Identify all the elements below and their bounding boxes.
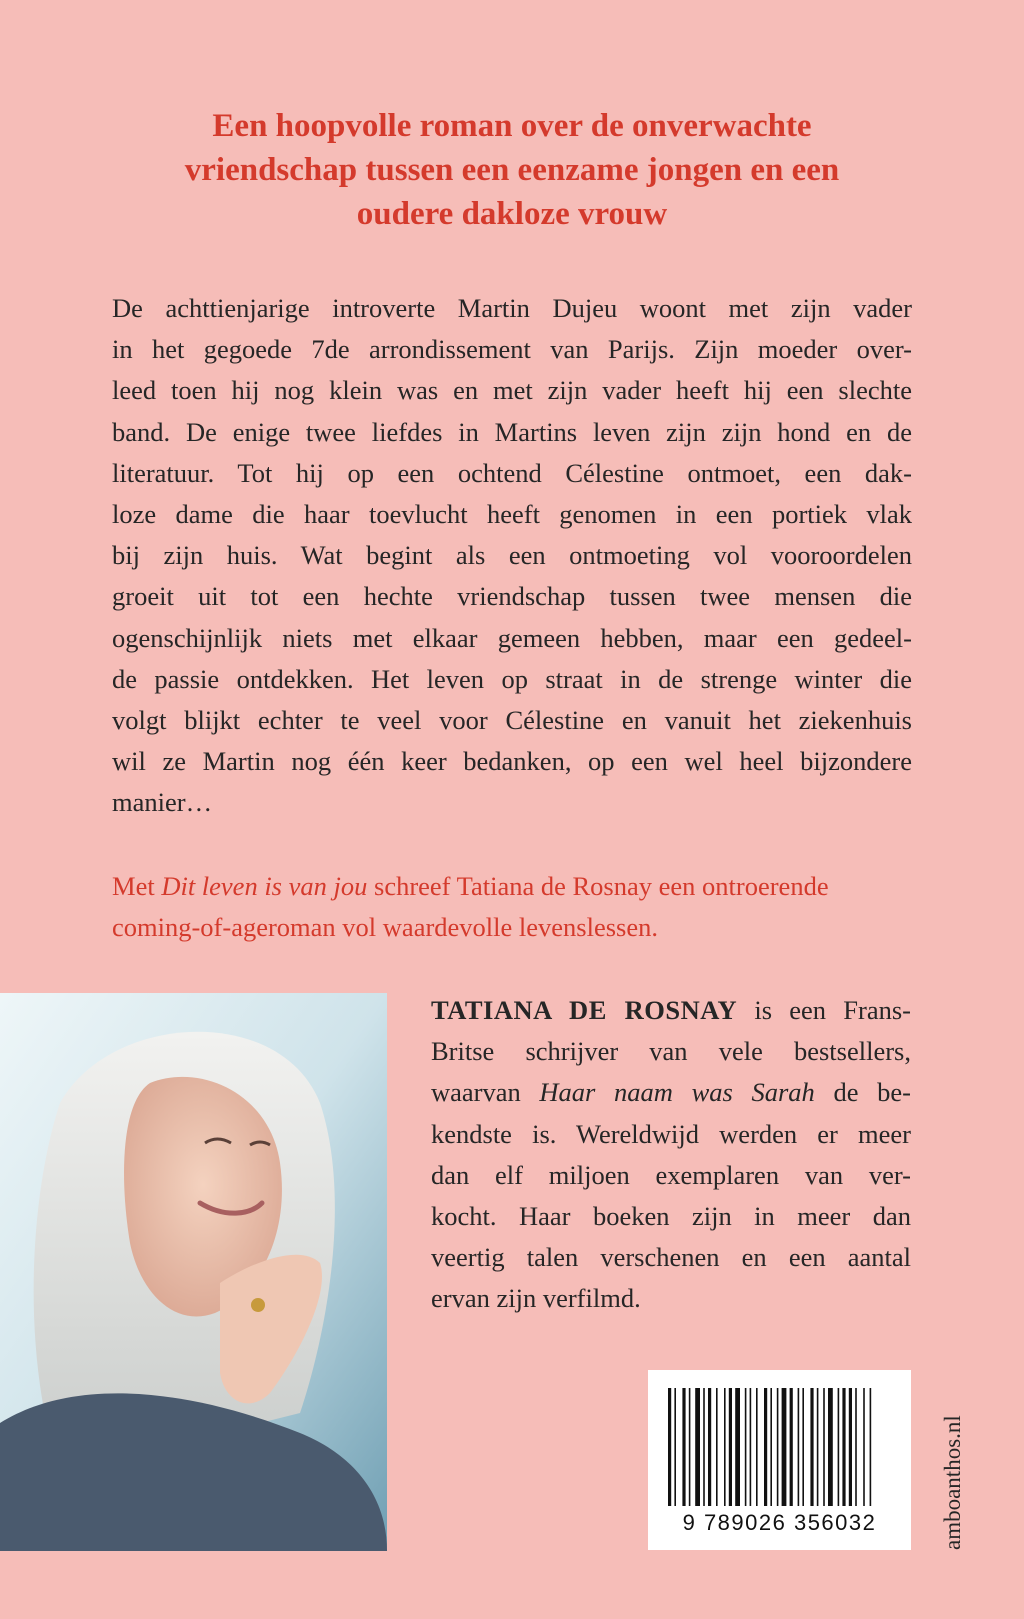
barcode-bar <box>810 1388 813 1506</box>
bio-line: kocht. Haar boeken zijn in meer dan <box>431 1201 911 1232</box>
barcode-bar <box>695 1388 700 1506</box>
barcode-bar <box>838 1388 840 1506</box>
barcode-bar <box>802 1388 804 1506</box>
barcode-bar <box>777 1388 779 1506</box>
barcode-bar <box>703 1388 705 1506</box>
author-name: TATIANA DE ROSNAY <box>431 995 738 1025</box>
summary-line: band. De enige twee liefdes in Martins leven zijn zijn hond en de <box>112 416 912 447</box>
tagline-line-1: Met Dit leven is van jou schreef Tatiana de Rosnay een ontroerende <box>112 871 829 901</box>
barcode-bar <box>870 1388 872 1506</box>
summary-line: de passie ontdekken. Het leven op straat in de strenge winter die <box>112 663 912 694</box>
tagline-line-2: coming-of-ageroman vol waardevolle levenslessen. <box>112 912 658 942</box>
barcode-bar <box>849 1388 852 1506</box>
barcode-bar <box>863 1388 865 1506</box>
tagline <box>112 866 912 948</box>
author-bio <box>431 990 911 1320</box>
author-photo <box>0 993 387 1551</box>
summary-line: De achttienjarige introverte Martin Dujeu woont met zijn vader <box>112 293 912 323</box>
barcode-bar <box>716 1388 718 1506</box>
bio-line: Britse schrijver van vele bestsellers, <box>431 1036 911 1067</box>
headline-line: oudere dakloze vrouw <box>356 196 668 232</box>
publisher-website: amboanthos.nl <box>940 1415 965 1550</box>
isbn-barcode <box>648 1370 911 1550</box>
barcode-bar <box>756 1388 758 1506</box>
barcode-bar <box>817 1388 819 1506</box>
summary-line: manier… <box>112 787 213 818</box>
famous-book-title: Haar naam was Sarah <box>539 1077 815 1108</box>
barcode-bar <box>770 1388 772 1506</box>
barcode-bar <box>735 1388 740 1506</box>
bio-line: veertig talen verschenen en een aantal <box>431 1242 911 1273</box>
barcode-bar <box>764 1388 767 1506</box>
summary-line: ogenschijnlijk niets met elkaar gemeen hebben, maar een gedeel- <box>112 622 912 653</box>
isbn-digits: 9 789026 356032 <box>682 1510 877 1535</box>
bio-line: waarvan Haar naam was Sarah de be- <box>431 1077 911 1108</box>
barcode-bar <box>729 1388 732 1506</box>
summary-line: in het gegoede 7de arrondissement van Parijs. Zijn moeder over- <box>112 334 912 365</box>
barcode-bar <box>790 1388 793 1506</box>
barcode-bar <box>682 1388 685 1506</box>
barcode-bar <box>674 1388 676 1506</box>
barcode-bar <box>782 1388 787 1506</box>
barcode-bar <box>668 1388 671 1506</box>
barcode-bar <box>750 1388 752 1506</box>
barcode-icon <box>648 1370 911 1510</box>
summary-line: literatuur. Tot hij op een ochtend Célestine ontmoet, een dak- <box>112 457 912 488</box>
barcode-bar <box>745 1388 747 1506</box>
summary-paragraph <box>112 288 912 824</box>
summary-line: volgt blijkt echter te veel voor Célestine en vanuit het ziekenhuis <box>112 705 912 736</box>
barcode-bar <box>842 1388 845 1506</box>
summary-line: bij zijn huis. Wat begint als een ontmoeting vol vooroordelen <box>112 540 912 571</box>
barcode-bar <box>724 1388 726 1506</box>
bio-line: kendste is. Wereldwijd werden er meer <box>431 1118 911 1149</box>
summary-line: groeit uit tot een hechte vriendschap tussen twee mensen die <box>112 581 912 612</box>
barcode-bar <box>798 1388 800 1506</box>
bio-line: dan elf miljoen exemplaren van ver- <box>431 1159 911 1190</box>
bio-line: ervan zijn verfilmd. <box>431 1283 641 1314</box>
barcode-bar <box>855 1388 857 1506</box>
headline-line: vriendschap tussen een eenzame jongen en een <box>184 152 840 188</box>
headline <box>60 104 964 236</box>
bio-line: TATIANA DE ROSNAY is een Frans- <box>431 995 911 1025</box>
barcode-bar <box>689 1388 691 1506</box>
barcode-bar <box>828 1388 833 1506</box>
summary-line: leed toen hij nog klein was en met zijn vader heeft hij een slechte <box>112 375 912 406</box>
summary-line: wil ze Martin nog één keer bedanken, op een wel heel bijzondere <box>112 746 912 777</box>
book-title: Dit leven is van jou <box>161 871 368 901</box>
headline-line: Een hoopvolle roman over de onverwachte <box>212 108 812 144</box>
barcode-bar <box>823 1388 825 1506</box>
summary-line: loze dame die haar toevlucht heeft genomen in een portiek vlak <box>112 499 912 530</box>
barcode-bar <box>708 1388 711 1506</box>
